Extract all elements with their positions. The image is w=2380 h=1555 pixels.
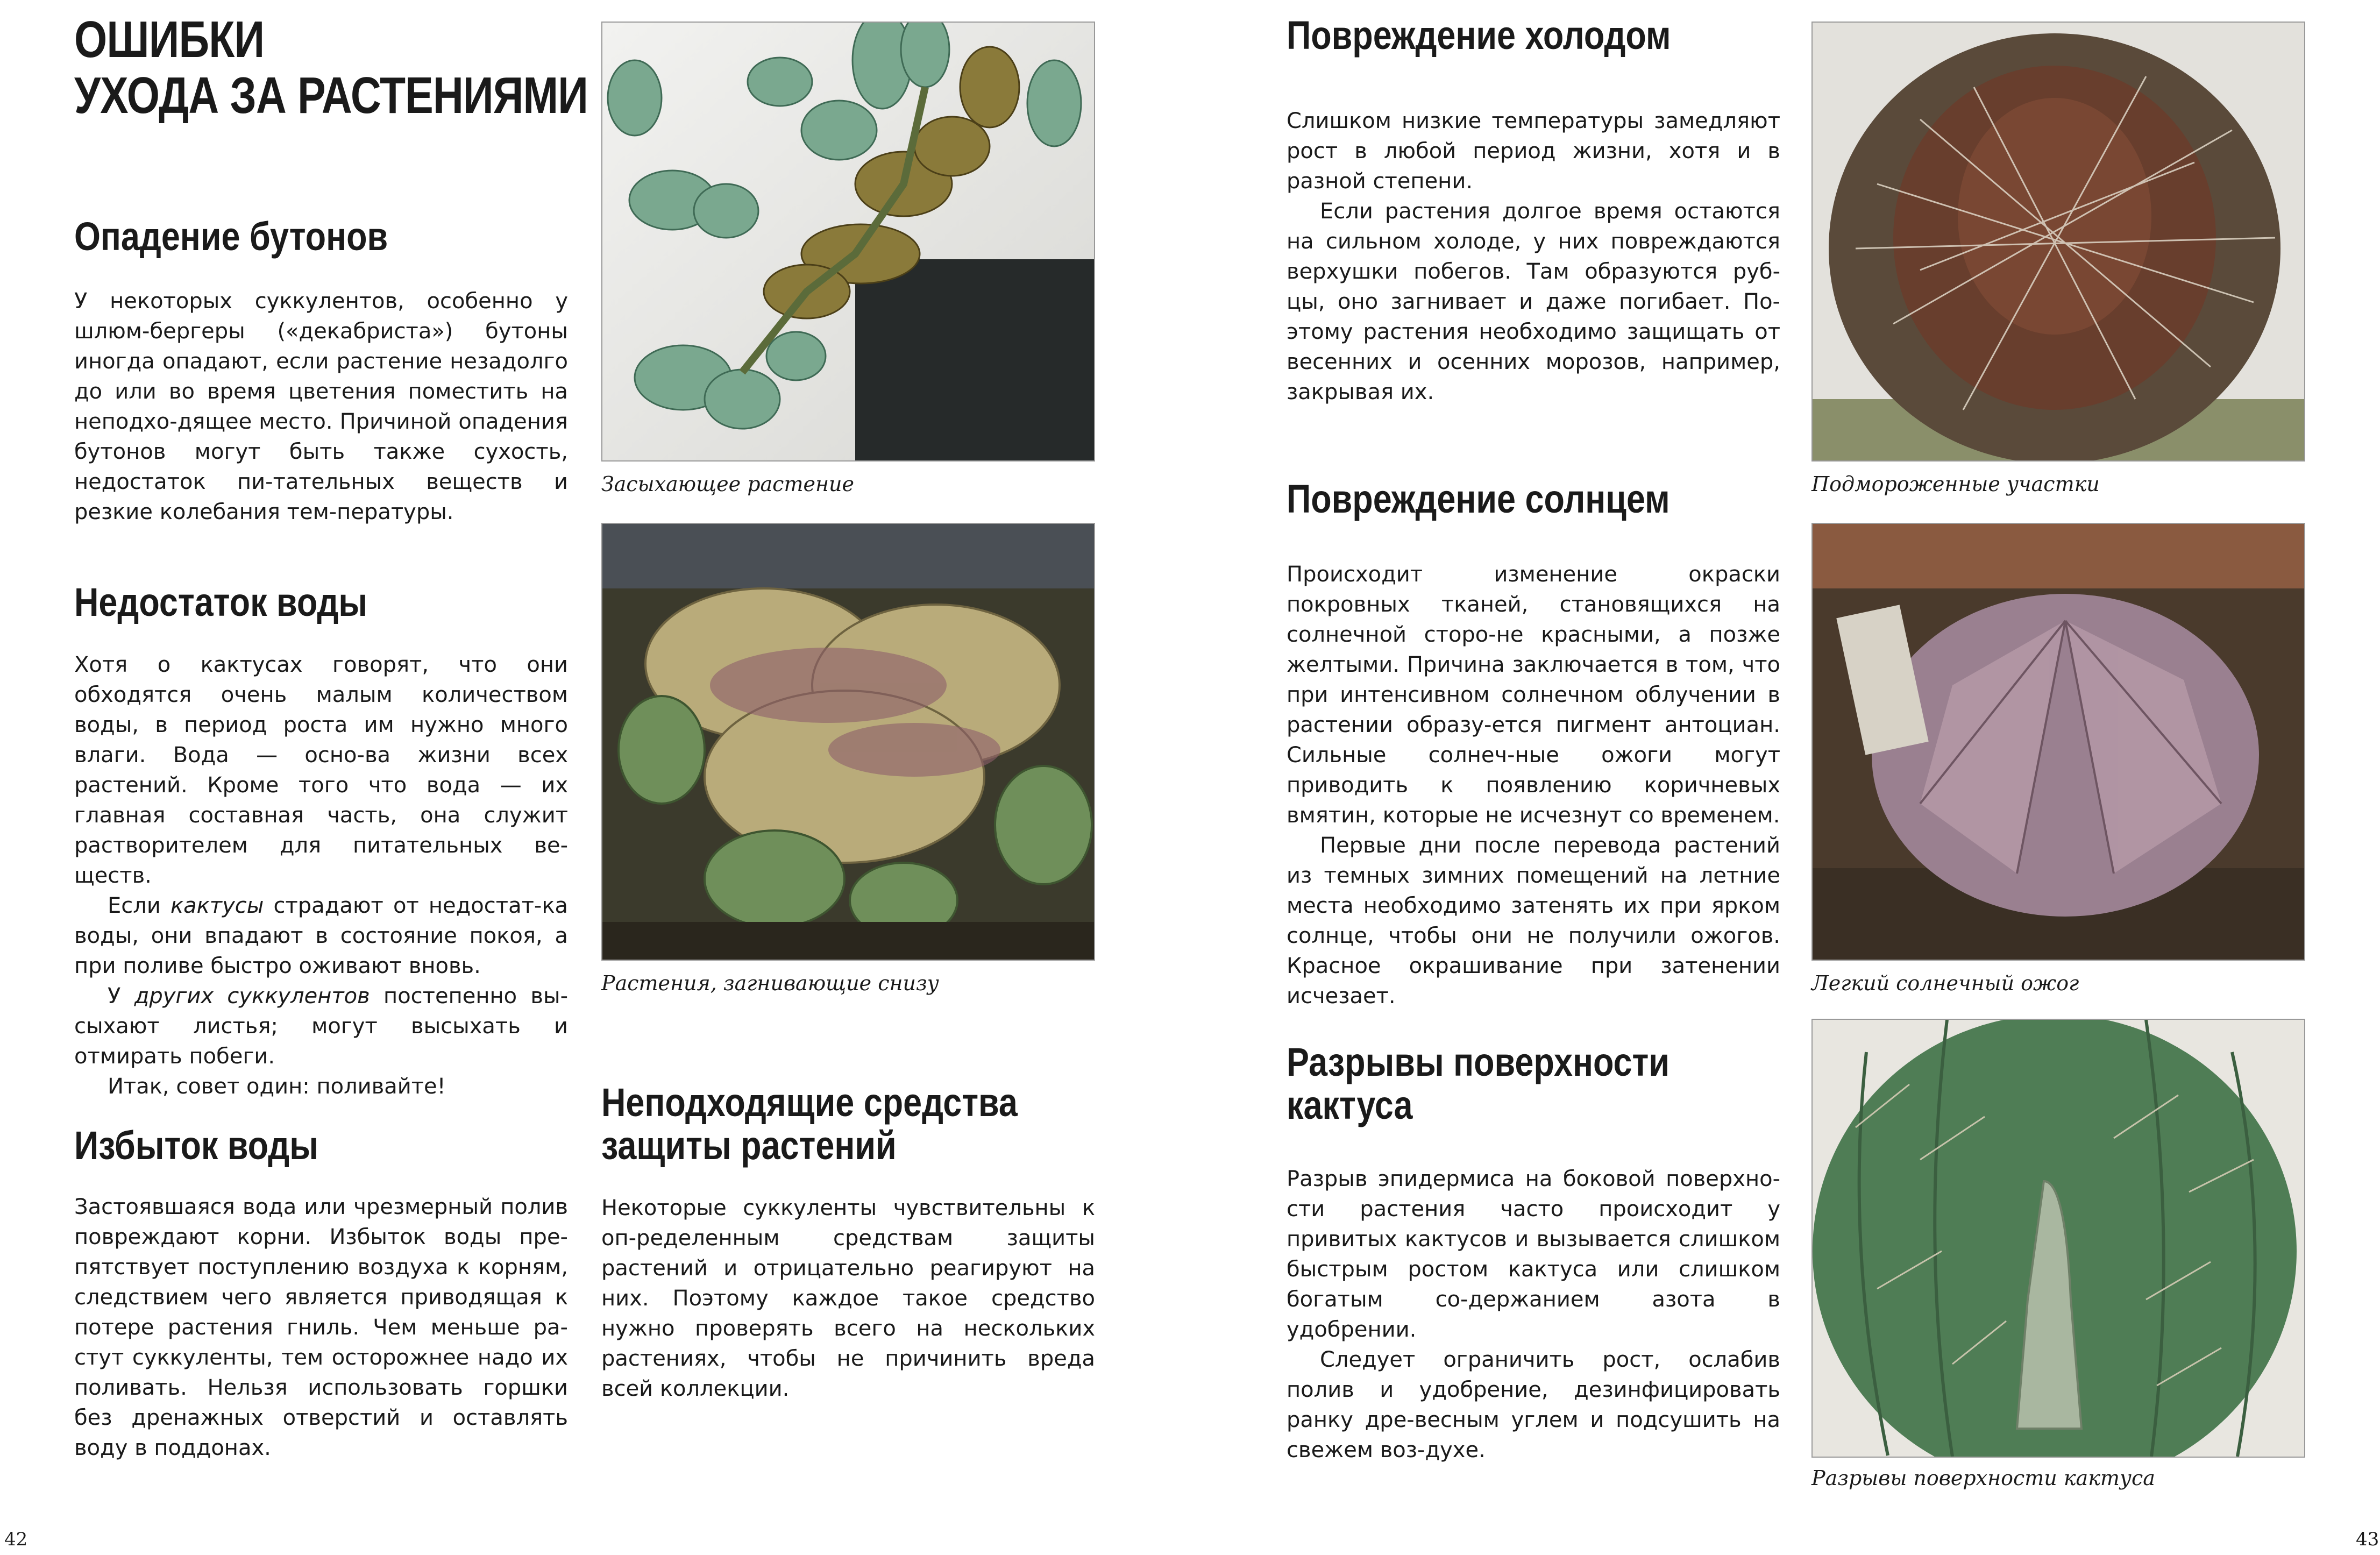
page-number-right: 43 xyxy=(2356,1529,2379,1550)
paragraph xyxy=(74,891,568,981)
text-unsuitable-protection xyxy=(601,1193,1095,1404)
page-title xyxy=(74,12,588,124)
title-line-2: УХОДА ЗА РАСТЕНИЯМИ xyxy=(74,67,588,124)
heading-line-1: Неподходящие средства xyxy=(601,1080,1018,1125)
paragraph: Первые дни после перевода растений из темных зимних помещений на летние места необходимо затенять их при ярком солнце, чтобы они не получили ожогов. Красное окрашивание при затенении исчезает. xyxy=(1287,833,1780,1009)
caption-photo-4: Легкий солнечный ожог xyxy=(1811,971,2079,995)
text-lack-of-water xyxy=(74,650,568,1102)
paragraph: Слишком низкие температуры замедляют рост в любой период жизни, хотя и в разной степени. xyxy=(1287,109,1780,194)
heading-sun-damage: Повреждение солнцем xyxy=(1287,477,1670,521)
heading-line-1: Разрывы поверхности xyxy=(1287,1040,1669,1084)
paragraph xyxy=(74,981,568,1071)
heading-lack-of-water: Недостаток воды xyxy=(74,580,368,624)
page-number-left: 42 xyxy=(4,1529,28,1550)
paragraph: У некоторых суккулентов, особенно у шлюм-бергеры («декабриста») бутоны иногда опадают, если растение незадолго до или во время цветения поместить на неподхо-дящее место. Причиной опадения бутонов могут быть также сухость, недостаток пи-тательных веществ и резкие колебания тем-пературы. xyxy=(74,289,568,524)
emphasis: других суккулентов xyxy=(134,984,370,1009)
caption-photo-1: Засыхающее растение xyxy=(601,472,854,496)
paragraph: Если растения долгое время остаются на сильном холоде, у них повреждаются верхушки побегов. Там образуются руб-цы, оно загнивает и даже погибает. По-этому растения необходимо защищать от весенних и осенних морозов, например, закрывая их. xyxy=(1287,199,1780,404)
paragraph: Происходит изменение окраски покровных тканей, становящихся на солнечной сторо-не красными, а позже желтыми. Причина заключается в том, что при интенсивном солнечном облучении в растении образу-ется пигмент антоциан. Сильные солнеч-ные ожоги могут приводить к появлению коричневых вмятин, которые не исчезнут со временем. xyxy=(1287,562,1780,828)
photo-frost-damaged-cactus xyxy=(1811,22,2305,461)
heading-excess-water: Избыток воды xyxy=(74,1123,318,1168)
heading-unsuitable-protection xyxy=(601,1081,1018,1167)
paragraph: Застоявшаяся вода или чрезмерный полив повреждают корни. Избыток воды пре-пятствует поступлению воздуха к корням, следствием чего является приводящая к потере растения гниль. Чем меньше ра-стут суккуленты, тем осторожнее надо их поливать. Нельзя использовать горшки без дренажных отверстий и оставлять воду в поддонах. xyxy=(74,1195,568,1460)
text-run: постепенно вы-сыхают листья; могут высыхать и отмирать побеги. xyxy=(74,984,568,1069)
photo-rotting-plants xyxy=(601,523,1095,961)
text-run: страдают от недостат-ка воды, они впадают в состояние покоя, а при поливе быстро оживают вновь. xyxy=(74,893,568,978)
photo-drying-plant xyxy=(601,22,1095,461)
paragraph: Некоторые суккуленты чувствительны к оп-ределенным средствам защиты растений и отрицательно реагируют на них. Поэтому каждое такое средство нужно проверять всего на нескольких растениях, чтобы не причинить вреда всей коллекции. xyxy=(601,1196,1095,1401)
text-cold-damage xyxy=(1287,106,1780,407)
heading-line-2: защиты растений xyxy=(601,1123,897,1168)
text-cactus-rupture xyxy=(1287,1164,1780,1465)
caption-photo-5: Разрывы поверхности кактуса xyxy=(1811,1466,2155,1490)
text-sun-damage xyxy=(1287,559,1780,1011)
text-run: У xyxy=(108,984,134,1009)
text-run: Если xyxy=(108,893,170,918)
paragraph: Хотя о кактусах говорят, что они обходятся очень малым количеством воды, в период роста им нужно много влаги. Вода — осно-ва жизни всех растений. Кроме того что вода — их главная составная часть, она служит растворителем для питательных ве-ществ. xyxy=(74,652,568,888)
heading-cactus-rupture xyxy=(1287,1041,1669,1127)
photo-ruptured-cactus xyxy=(1811,1019,2305,1458)
caption-photo-2: Растения, загнивающие снизу xyxy=(601,971,939,995)
text-excess-water xyxy=(74,1192,568,1463)
heading-cold-damage: Повреждение холодом xyxy=(1287,13,1671,58)
heading-bud-drop: Опадение бутонов xyxy=(74,214,388,259)
paragraph: Следует ограничить рост, ослабив полив и удобрение, дезинфицировать ранку дре-весным углем и подсушить на свежем воз-духе. xyxy=(1287,1347,1780,1462)
paragraph: Итак, совет один: поливайте! xyxy=(108,1074,446,1099)
paragraph: Разрыв эпидермиса на боковой поверхно-сти растения часто происходит у привитых кактусов и вызывается слишком быстрым ростом кактуса или слишком богатым со-держанием азота в удобрении. xyxy=(1287,1167,1780,1342)
text-bud-drop xyxy=(74,286,568,527)
heading-line-2: кактуса xyxy=(1287,1083,1413,1127)
emphasis: кактусы xyxy=(170,893,264,918)
photo-sunburned-cactus xyxy=(1811,523,2305,961)
caption-photo-3: Подмороженные участки xyxy=(1811,472,2100,496)
title-line-1: ОШИБКИ xyxy=(74,11,265,68)
